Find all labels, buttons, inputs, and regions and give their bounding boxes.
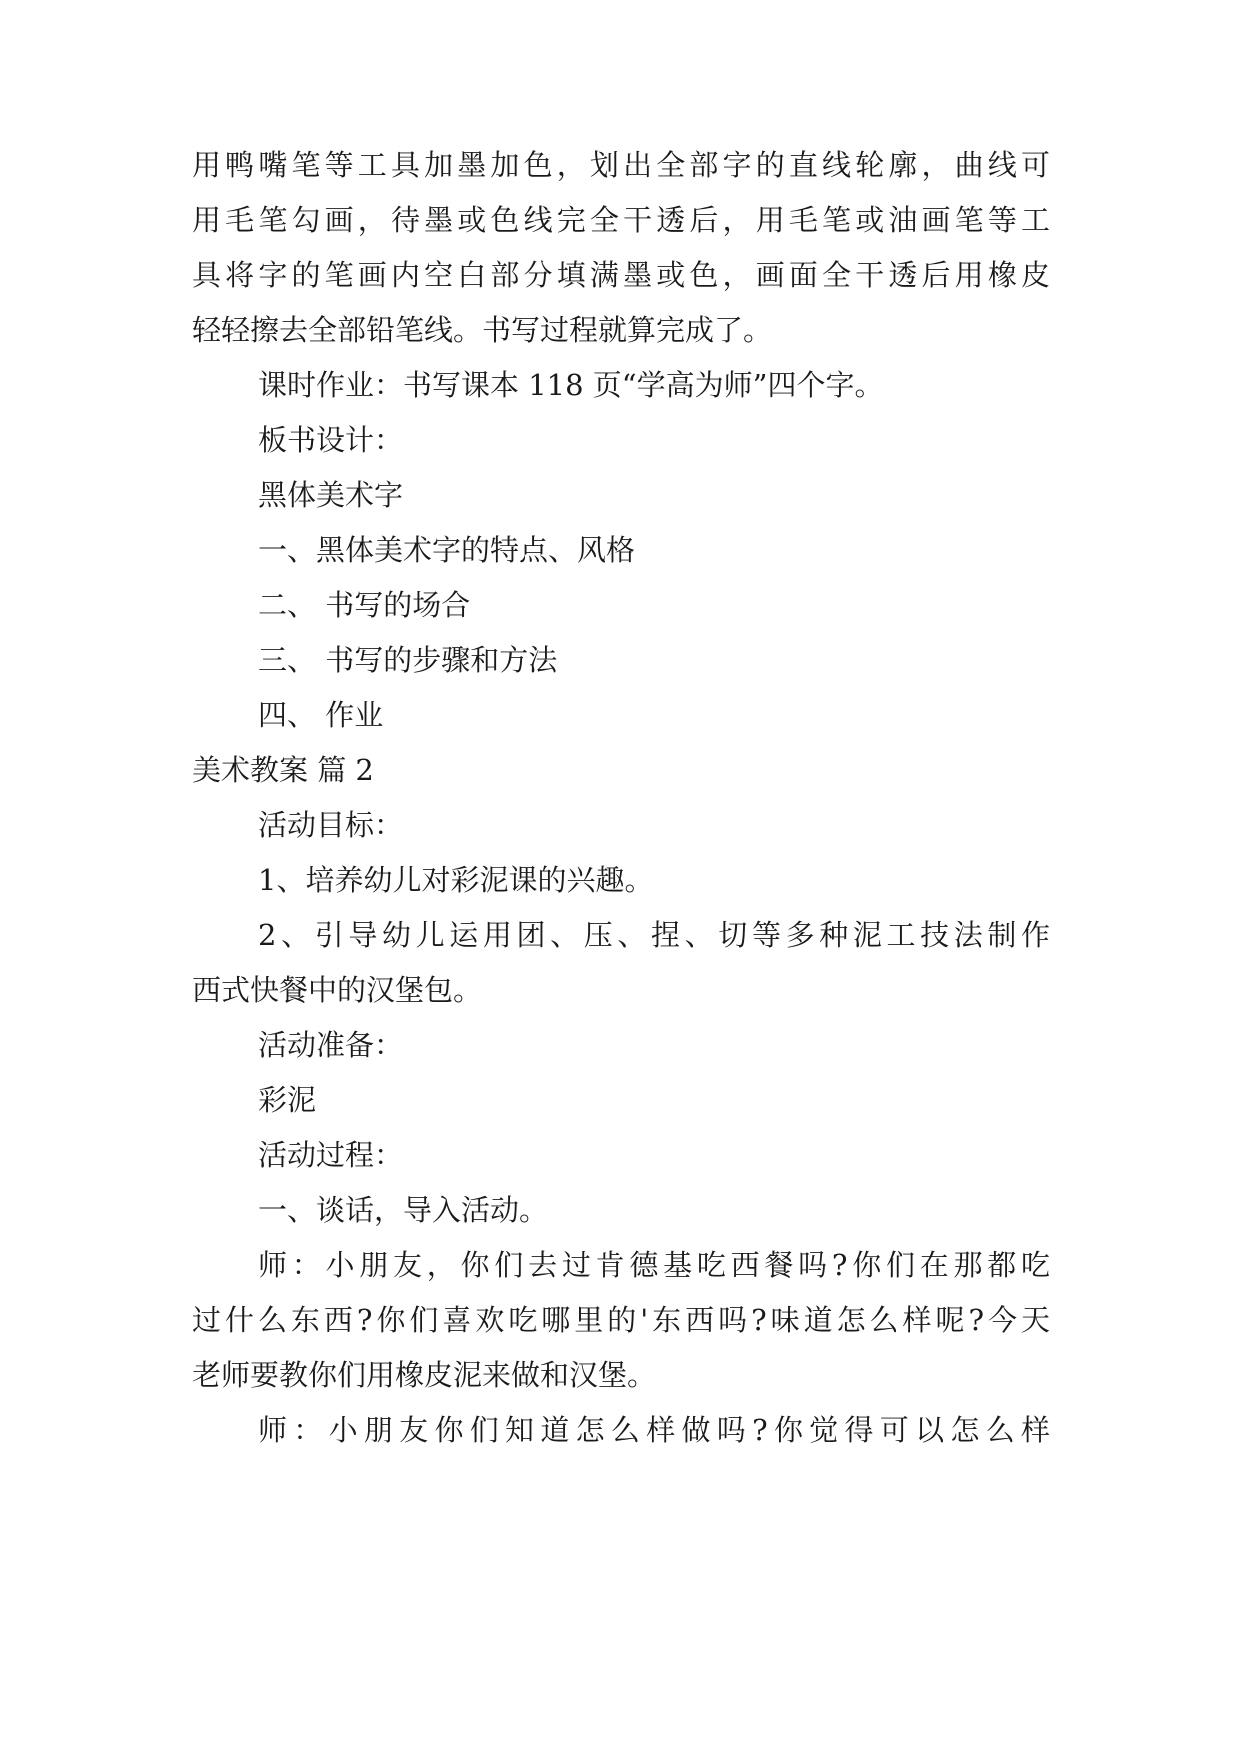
prep-item: 彩泥 xyxy=(258,1083,317,1117)
goal-item: 1、培养幼儿对彩泥课的兴趣。 xyxy=(258,863,654,897)
paragraph-line: 老师要教你们用橡皮泥来做和汉堡。 xyxy=(192,1358,657,1392)
goal-label: 活动目标： xyxy=(258,808,404,842)
process-step: 一、谈话，导入活动。 xyxy=(258,1193,549,1227)
paragraph-line: 具将字的笔画内空白部分填满墨或色，画面全干透后用橡皮 xyxy=(192,258,1050,292)
paragraph-line: 师：小朋友，你们去过肯德基吃西餐吗?你们在那都吃 xyxy=(258,1248,1050,1282)
prep-label: 活动准备： xyxy=(258,1028,404,1062)
board-item: 一、黑体美术字的特点、风格 xyxy=(258,533,636,567)
board-item: 三、 书写的步骤和方法 xyxy=(258,643,558,677)
section-heading: 美术教案 篇 2 xyxy=(192,753,374,787)
board-title: 黑体美术字 xyxy=(258,478,404,512)
paragraph-line: 用鸭嘴笔等工具加墨加色，划出全部字的直线轮廓，曲线可 xyxy=(192,148,1050,182)
goal-item: 2、引导幼儿运用团、压、捏、切等多种泥工技法制作 xyxy=(258,918,1050,952)
paragraph-line: 轻轻擦去全部铅笔线。书写过程就算完成了。 xyxy=(192,313,773,347)
board-design-label: 板书设计： xyxy=(258,423,404,457)
process-label: 活动过程： xyxy=(258,1138,404,1172)
paragraph-line: 用毛笔勾画，待墨或色线完全干透后，用毛笔或油画笔等工 xyxy=(192,203,1050,237)
board-item: 二、 书写的场合 xyxy=(258,588,471,622)
paragraph-line: 过什么东西?你们喜欢吃哪里的'东西吗?味道怎么样呢?今天 xyxy=(192,1303,1050,1337)
paragraph-line: 西式快餐中的汉堡包。 xyxy=(192,973,483,1007)
board-item: 四、 作业 xyxy=(258,698,384,732)
homework-line: 课时作业：书写课本 118 页“学高为师”四个字。 xyxy=(258,368,884,402)
paragraph-line: 师：小朋友你们知道怎么样做吗?你觉得可以怎么样 xyxy=(258,1413,1050,1447)
